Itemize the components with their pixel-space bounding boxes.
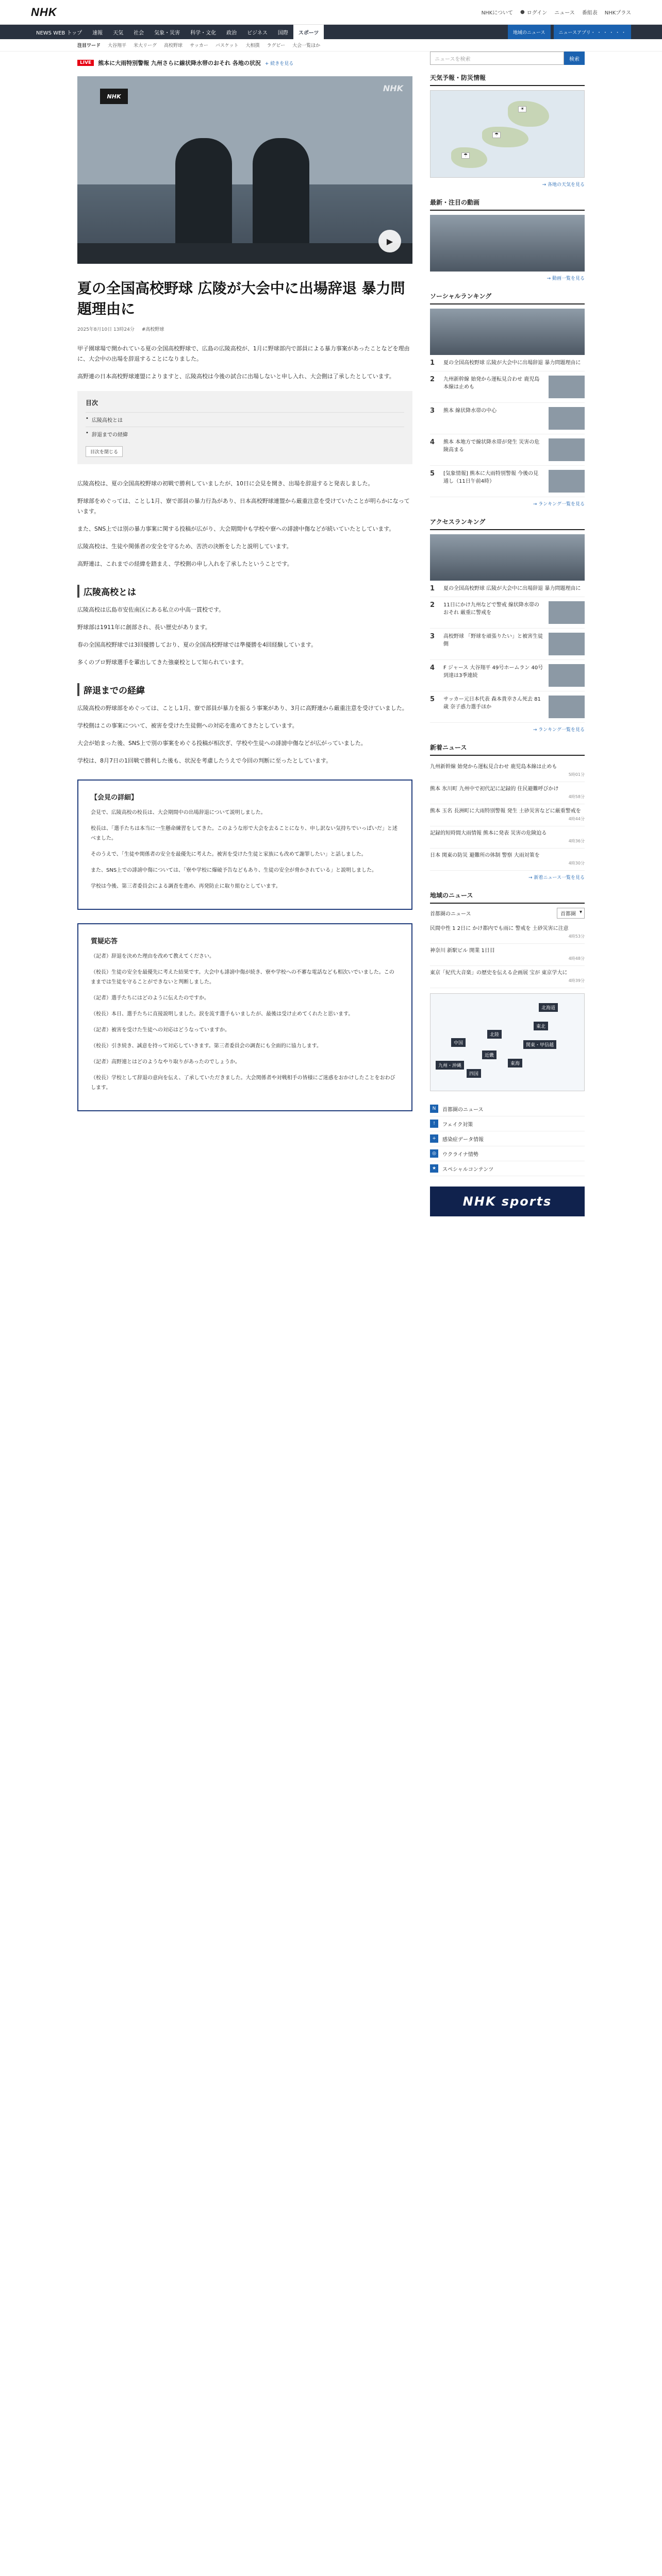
header-link-about[interactable]: NHKについて [481, 10, 513, 16]
news-item[interactable]: 記録的短時間大雨情報 熊本に発表 災害の危険迫る 4時36分 [430, 826, 585, 849]
statement-paragraph: また、SNS上での誹謗中傷については、「寮や学校に爆破予告などもあり、生徒の安全が脅かされている」と説明しました。 [91, 868, 377, 873]
article-date: 2025年8月10日 13時24分 [77, 327, 135, 332]
latest-news [430, 743, 585, 880]
trend-word[interactable]: 米大リーグ [134, 43, 157, 48]
main-nav [0, 25, 662, 39]
region-tokai[interactable]: 東海 [508, 1059, 522, 1067]
ranking-item[interactable]: 3 熊本 線状降水帯の中心 [430, 403, 585, 434]
body-paragraph: 春の全国高校野球では3回優勝しており、夏の全国高校野球では準優勝を4回経験しています。 [77, 641, 317, 648]
trend-words [0, 39, 662, 52]
weather-more-link[interactable]: → 各地の天気を見る [542, 182, 585, 188]
ranking-item[interactable]: 2 11日にかけ九州などで警戒 線状降水帯のおそれ 厳重に警戒を [430, 597, 585, 629]
social-more-link[interactable]: → ランキング一覧を見る [533, 502, 585, 507]
article-title: 夏の全国高校野球 広陵が大会中に出場辞退 暴力問題理由に [77, 280, 405, 317]
access-ranking [430, 517, 585, 733]
section-heading: 広陵高校とは [77, 585, 412, 598]
service-link[interactable]: ★ スペシャルコンテンツ [430, 1161, 585, 1176]
nhk-backdrop-logo: NHK [100, 89, 128, 104]
article-summary [77, 344, 412, 382]
regional-news-item[interactable]: 東京「紀代大音楽」の歴史を伝える企画展 宝が 東京学大に 4時39分 [430, 966, 585, 988]
ranking-item[interactable]: 2 九州新幹線 始発から運転見合わせ 鹿児島本線は止めも [430, 371, 585, 403]
ranking-thumbnail[interactable] [430, 309, 585, 355]
live-badge: LIVE [77, 60, 94, 66]
region-select[interactable]: 首都圏 ▾ [557, 908, 585, 919]
regional-news-button[interactable]: 地域のニュース [508, 25, 551, 39]
nav-breaking[interactable]: 速報 [92, 30, 103, 36]
news-item[interactable]: 熊本 氷川町 九州中で初代記に記録的 住民避難呼びかけ 4時58分 [430, 782, 585, 804]
ranking-item[interactable]: 4 熊本 本地方で線状降水帯が発生 災害の危険高まる [430, 434, 585, 466]
trend-word[interactable]: 大谷翔平 [108, 43, 127, 48]
region-kyushu[interactable]: 九州・沖縄 [436, 1061, 464, 1070]
toc-close-button[interactable]: 目次を閉じる [86, 446, 123, 457]
trend-word[interactable]: 大会一覧ほか [292, 43, 321, 48]
nav-international[interactable]: 国際 [277, 30, 288, 36]
service-link[interactable]: + 感染症データ情報 [430, 1131, 585, 1146]
region-hokkaido[interactable]: 北海道 [539, 1003, 558, 1012]
body-paragraph: また、SNS上では別の暴力事案に関する投稿が広がり、大会期間中も学校や寮への誹謗中傷などが続いていたとしています。 [77, 526, 395, 532]
search-form [430, 52, 585, 65]
region-kinki[interactable]: 近畿 [482, 1050, 496, 1059]
news-item[interactable]: 九州新幹線 始発から運転見合わせ 鹿児島本線は止めも 5時01分 [430, 760, 585, 782]
toc-item[interactable]: • 辞退までの経緯 [86, 427, 404, 441]
ranking-item[interactable]: 3 高校野球 「野球を頑張りたい」と被害生徒側 [430, 629, 585, 660]
toc-title: 目次 [86, 399, 98, 406]
weather-marker: ☀ [518, 106, 526, 112]
weather-marker: ☂ [461, 152, 470, 159]
ranking-item[interactable]: 4 F ジャース 大谷翔平 49号ホームラン 40号到達は3季連続 [430, 660, 585, 691]
search-input[interactable]: ニュースを検索 [430, 52, 564, 65]
qa-box [77, 923, 412, 1111]
qa-paragraph: （校長）引き続き、誠意を持って対応していきます。第三者委員会の調査にも全面的に協力します。 [91, 1043, 322, 1049]
region-hokuriku[interactable]: 北陸 [487, 1030, 502, 1039]
regional-news [430, 891, 585, 1091]
press-table [77, 243, 412, 264]
trend-word[interactable]: サッカー [190, 43, 208, 48]
body-paragraph: 大会が始まった後、SNS上で別の事案をめぐる投稿が相次ぎ、学校や生徒への誹謗中傷などが広がっていました。 [77, 740, 367, 747]
video-section [430, 198, 585, 281]
body-paragraph: 野球部は1911年に創部され、長い歴史があります。 [77, 624, 211, 631]
nav-society[interactable]: 社会 [134, 30, 144, 36]
news-icon: N [430, 1105, 438, 1113]
play-icon[interactable]: ▶ [378, 230, 401, 252]
nav-sports[interactable]: スポーツ [293, 25, 324, 39]
trend-label: 注目ワード [77, 43, 101, 48]
ranking-thumbnail[interactable] [430, 534, 585, 581]
header-link-plus[interactable]: NHKプラス [604, 10, 631, 16]
header-link-login[interactable]: ● ログイン [520, 9, 548, 16]
latest-news-more-link[interactable]: → 新着ニュース一覧を見る [528, 875, 585, 880]
qa-paragraph: （記者）高野連とはどのようなやり取りがあったのでしょうか。 [91, 1059, 240, 1065]
article-tag[interactable]: #高校野球 [141, 327, 164, 332]
article-video[interactable] [77, 76, 412, 264]
summary-paragraph: 甲子園球場で開かれている夏の全国高校野球で、広島の広陵高校が、1月に野球部内で部員による暴力事案があったことなどを理由に、大会中の出場を辞退することになりました。 [77, 345, 410, 362]
news-item[interactable]: 日本 関東の防災 避難所の体制 警察 大雨対策を 4時30分 [430, 849, 585, 871]
ranking-item[interactable]: 1 夏の全国高校野球 広陵が大会中に出場辞退 暴力問題理由に [430, 355, 585, 371]
qa-paragraph: （校長）生徒の安全を最優先に考えた結果です。大会中も誹謗中傷が続き、寮や学校への不審な電話なども相次いでいました。このままでは生徒を守ることができないと判断しました。 [91, 970, 394, 985]
nav-disaster[interactable]: 気象・災害 [154, 30, 180, 36]
trend-word[interactable]: ラグビー [267, 43, 286, 48]
news-item[interactable]: 熊本 玉名 長洲町に大雨特別警報 発生 土砂災害などに厳重警戒を 4時44分 [430, 804, 585, 826]
qa-paragraph: （記者）被害を受けた生徒への対応はどうなっていますか。 [91, 1027, 230, 1033]
nav-science[interactable]: 科学・文化 [190, 30, 217, 36]
nav-business[interactable]: ビジネス [247, 30, 268, 36]
nav-politics[interactable]: 政治 [226, 30, 237, 36]
ranking-item[interactable]: 5 [気象情報] 熊本に大雨特別警報 今後の見通し（11日午前4時） [430, 466, 585, 497]
body-paragraph: 広陵高校は広島市安佐南区にある私立の中高一貫校です。 [77, 606, 225, 613]
nhk-watermark: NHK [383, 83, 403, 93]
service-link[interactable]: ◎ ウクライナ情勢 [430, 1146, 585, 1161]
article-meta [77, 326, 412, 332]
statement-paragraph: 会見で、広陵高校の校長は、大会期間中の出場辞退について説明しました。 [91, 810, 266, 816]
toc-item[interactable]: • 広陵高校とは [86, 412, 404, 427]
statement-paragraph: 学校は今後、第三者委員会による調査を進め、再発防止に取り組むとしています。 [91, 884, 281, 889]
bowing-person [175, 138, 232, 246]
access-more-link[interactable]: → ランキング一覧を見る [533, 727, 585, 733]
user-icon: ● [520, 9, 525, 15]
ranking-item[interactable]: 5 サッカー元日本代表 森本貴幸さん死去 81歳 奈子惑力選手ほか [430, 691, 585, 723]
live-text[interactable]: 熊本に大雨特別警報 九州さらに線状降水帯のおそれ 各地の状況 [98, 60, 261, 66]
weather-title: 天気予報・防災情報 [430, 74, 486, 81]
social-ranking [430, 292, 585, 507]
region-chugoku[interactable]: 中国 [451, 1038, 466, 1047]
service-links [430, 1101, 585, 1176]
social-ranking-title: ソーシャルランキング [430, 293, 492, 300]
body-paragraph: 学校側はこの事案について、被害を受けた生徒側への対応を進めてきたとしています。 [77, 722, 298, 729]
ranking-item[interactable]: 1 夏の全国高校野球 広陵が大会中に出場辞退 暴力問題理由に [430, 581, 585, 597]
body-paragraph: 広陵高校は、生徒や関係者の安全を守るため、苦渋の決断をしたと説明しています。 [77, 543, 292, 550]
qa-heading: 質疑応答 [91, 938, 118, 945]
body-paragraph: 高野連は、これまでの経緯を踏まえ、学校側の申し入れを了承したということです。 [77, 561, 293, 567]
trend-word[interactable]: 大相撲 [245, 43, 260, 48]
regional-title: 地域のニュース [430, 892, 473, 899]
body-paragraph: 多くのプロ野球選手を輩出してきた強豪校として知られています。 [77, 659, 247, 666]
latest-news-title: 新着ニュース [430, 744, 467, 751]
article-column [77, 52, 412, 1125]
qa-paragraph: （記者）選手たちにはどのように伝えたのですか。 [91, 995, 209, 1001]
regional-area-label: 首都圏のニュース [430, 911, 471, 917]
virus-icon: + [430, 1134, 438, 1143]
nhk-logo[interactable]: NHK [31, 5, 57, 19]
table-of-contents [77, 391, 412, 464]
access-ranking-title: アクセスランキング [430, 518, 486, 526]
regional-news-item[interactable]: 神奈川 新駅ビル 開業 1日目 4時48分 [430, 944, 585, 966]
body-paragraph: 広陵高校は、夏の全国高校野球の初戦で勝利していましたが、10日に会見を開き、出場を辞退すると発表しました。 [77, 480, 374, 487]
article-body [77, 479, 412, 766]
service-link[interactable]: N 首都圏のニュース [430, 1101, 585, 1116]
nav-weather[interactable]: 天気 [113, 30, 124, 36]
live-banner[interactable] [77, 59, 412, 67]
search-button[interactable]: 検索 [564, 52, 585, 65]
region-shikoku[interactable]: 四国 [467, 1069, 481, 1078]
site-header [0, 0, 662, 25]
statement-paragraph: 校長は、「選手たちは本当に一生懸命練習をしてきた。このような形で大会を去ることになり、申し訳ない気持ちでいっぱいだ」と述べました。 [91, 826, 398, 841]
qa-paragraph: （記者）辞退を決めた理由を改めて教えてください。 [91, 954, 214, 959]
region-kanto[interactable]: 関東・甲信越 [523, 1040, 556, 1049]
trend-word[interactable]: 高校野球 [164, 43, 183, 48]
weather-section [430, 73, 585, 188]
weather-marker: ☂ [492, 132, 501, 138]
statement-paragraph: そのうえで、「生徒や関係者の安全を最優先に考えた。被害を受けた生徒と家族にも改めて謝罪したい」と話しました。 [91, 852, 367, 857]
summary-paragraph: 高野連の日本高校野球連盟によりますと、広陵高校は今後の試合に出場しないと申し入れ、大会側は了承したとしています。 [77, 373, 395, 380]
section-heading: 辞退までの経緯 [77, 683, 412, 696]
chevron-down-icon: ▾ [579, 909, 582, 915]
regional-news-item[interactable]: 民間中性 1 2日に かけ都内でも雨に 警戒を 土砂災害に注意 4時53分 [430, 922, 585, 944]
sidebar [430, 52, 585, 1216]
video-thumbnail[interactable] [430, 215, 585, 272]
nav-top[interactable]: NEWS WEB トップ [36, 30, 82, 36]
globe-icon: ◎ [430, 1149, 438, 1158]
news-app-button[interactable]: ニュースアプリ・ ・ ・ ・ ・ ・ [554, 25, 632, 39]
shield-icon: ! [430, 1120, 438, 1128]
body-paragraph: 広陵高校の野球部をめぐっては、ことし1月、寮で部員が暴力を振るう事案があり、3月に高野連から厳重注意を受けていました。 [77, 705, 408, 711]
weather-map[interactable] [430, 90, 585, 178]
header-link-tv[interactable]: 番組表 [582, 10, 598, 16]
star-icon: ★ [430, 1164, 438, 1173]
statement-heading: 【会見の詳細】 [91, 794, 138, 802]
live-more-link[interactable]: + 続きを見る [264, 61, 294, 66]
trend-word[interactable]: バスケット [215, 43, 239, 48]
bowing-person [253, 138, 309, 246]
press-conference-box [77, 779, 412, 910]
body-paragraph: 学校は、8月7日の1回戦で勝利した後も、状況を考慮したうえで今回の判断に至ったとしています。 [77, 757, 332, 764]
qa-paragraph: （校長）本日、選手たちに直接説明しました。涙を流す選手もいましたが、最後は受け止めてくれたと思います。 [91, 1011, 354, 1017]
body-paragraph: 野球部をめぐっては、ことし1月、寮で部員の暴力行為があり、日本高校野球連盟から厳重注意を受けていたことが明らかになっています。 [77, 498, 410, 515]
japan-region-map [430, 993, 585, 1091]
service-link[interactable]: ! フェイク対策 [430, 1116, 585, 1131]
video-title: 最新・注目の動画 [430, 199, 480, 206]
video-more-link[interactable]: → 動画一覧を見る [547, 276, 585, 281]
qa-paragraph: （校長）学校として辞退の意向を伝え、了承していただきました。大会関係者や対戦相手の皆様にご迷惑をおかけしたことをおわびします。 [91, 1075, 395, 1091]
nhk-sports-banner[interactable]: NHK sports [430, 1187, 585, 1216]
region-tohoku[interactable]: 東北 [534, 1022, 548, 1030]
header-link-news[interactable]: ニュース [554, 10, 575, 16]
